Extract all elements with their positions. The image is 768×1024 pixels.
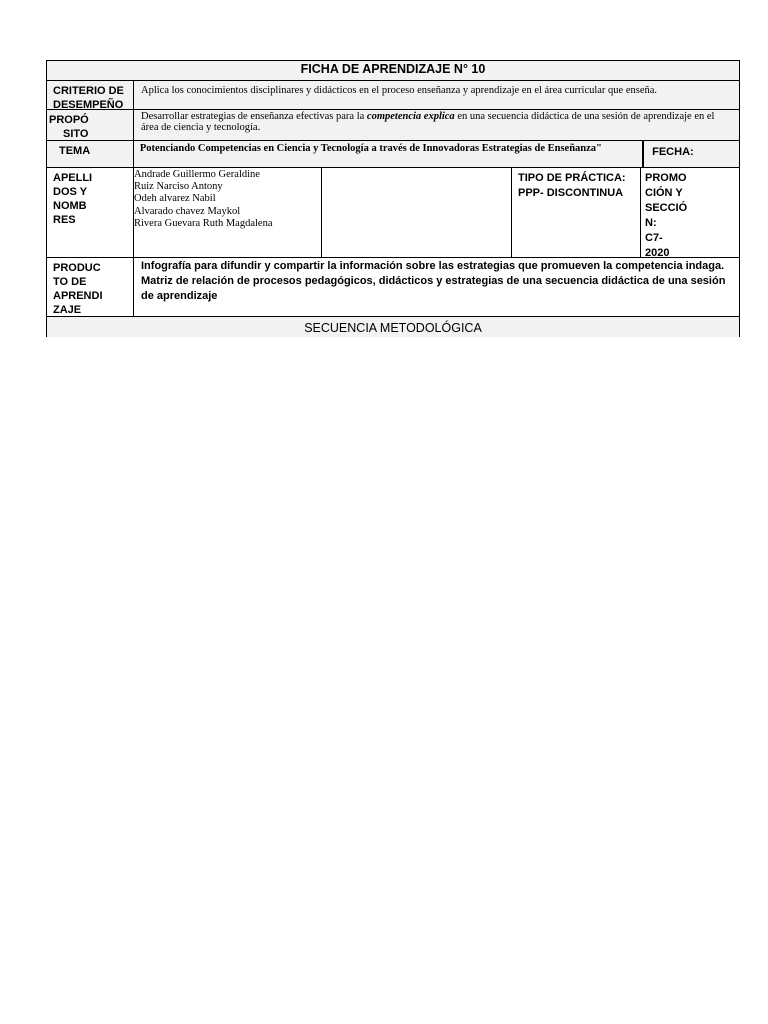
student-name: Ruiz Narciso Antony [134, 181, 223, 193]
producto-label [47, 258, 134, 316]
student-name: Odeh alvarez Nabil [134, 193, 216, 205]
tipo-practica-cell [512, 168, 641, 257]
secuencia-title: SECUENCIA METODOLÓGICA [304, 321, 482, 335]
proposito-row [47, 110, 739, 141]
producto-label-line: ZAJE [53, 304, 82, 316]
student-name: Alvarado chavez Maykol [134, 205, 241, 217]
criterio-label-line2: DESEMPEÑO [53, 99, 124, 109]
producto-row [47, 258, 739, 317]
learning-sheet-table [46, 60, 740, 337]
apellidos-row [47, 168, 739, 258]
criterio-text: Aplica los conocimientos disciplinares y didácticos en el proceso enseñanza y aprendizaje en el área curricular que enseña. [141, 85, 658, 96]
promocion-cell [641, 168, 739, 257]
promocion-line: C7- [645, 232, 663, 244]
producto-label-line: APRENDI [53, 290, 103, 302]
producto-item: Infografía para difundir y compartir la información sobre las estrategias que promueven la competencia indaga. [141, 260, 725, 272]
sheet-title-row [47, 61, 739, 81]
apellidos-label-line: NOMB [53, 200, 87, 212]
fecha-label: FECHA: [643, 141, 739, 167]
promocion-line: N: [645, 217, 657, 229]
apellidos-label-line: RES [53, 214, 76, 226]
promocion-line: SECCIÓ [645, 202, 688, 214]
criterio-row [47, 81, 739, 110]
student-name: Rivera Guevara Ruth Magdalena [134, 217, 273, 229]
criterio-label-line1: CRITERIO DE [53, 85, 124, 97]
tema-row [47, 141, 739, 168]
producto-items [134, 258, 739, 316]
proposito-text-before: Desarrollar estrategias de enseñanza efectivas para la [141, 111, 367, 122]
tipo-practica-value: PPP- DISCONTINUA [518, 187, 624, 199]
student-name: Andrade Guillermo Geraldine [134, 169, 260, 180]
promocion-line: PROMO [645, 172, 687, 184]
secuencia-row [47, 317, 739, 337]
criterio-label [47, 81, 134, 109]
proposito-text [134, 110, 739, 140]
tipo-practica-label: TIPO DE PRÁCTICA: [518, 172, 626, 184]
promocion-line: CIÓN Y [645, 187, 683, 199]
tema-text: Potenciando Competencias en Ciencia y Tecnología a través de Innovadoras Estrategias de Enseñanza" [134, 141, 643, 167]
proposito-label-line2: SITO [63, 128, 89, 140]
producto-label-line: TO DE [53, 276, 87, 288]
promocion-line: 2020 [645, 247, 670, 257]
empty-cell [322, 168, 512, 257]
tema-label: TEMA [47, 141, 134, 167]
producto-item: Matriz de relación de procesos pedagógicos, didácticos y estrategias de una secuencia didáctica de una sesión de aprendizaje [141, 275, 726, 302]
apellidos-label-line: DOS Y [53, 186, 88, 198]
student-names-list [134, 168, 322, 257]
producto-label-line: PRODUC [53, 262, 101, 274]
apellidos-label [47, 168, 134, 257]
proposito-label-line1: PROPÓ [49, 114, 89, 126]
apellidos-label-line: APELLI [53, 172, 93, 184]
proposito-text-after: en una secuencia didáctica de una sesión de aprendizaje en el área de ciencia y tecnología. [141, 111, 715, 133]
proposito-label [47, 110, 134, 140]
proposito-text-emphasis: competencia explica [366, 111, 455, 122]
sheet-title: FICHA DE APRENDIZAJE N° 10 [300, 62, 486, 76]
